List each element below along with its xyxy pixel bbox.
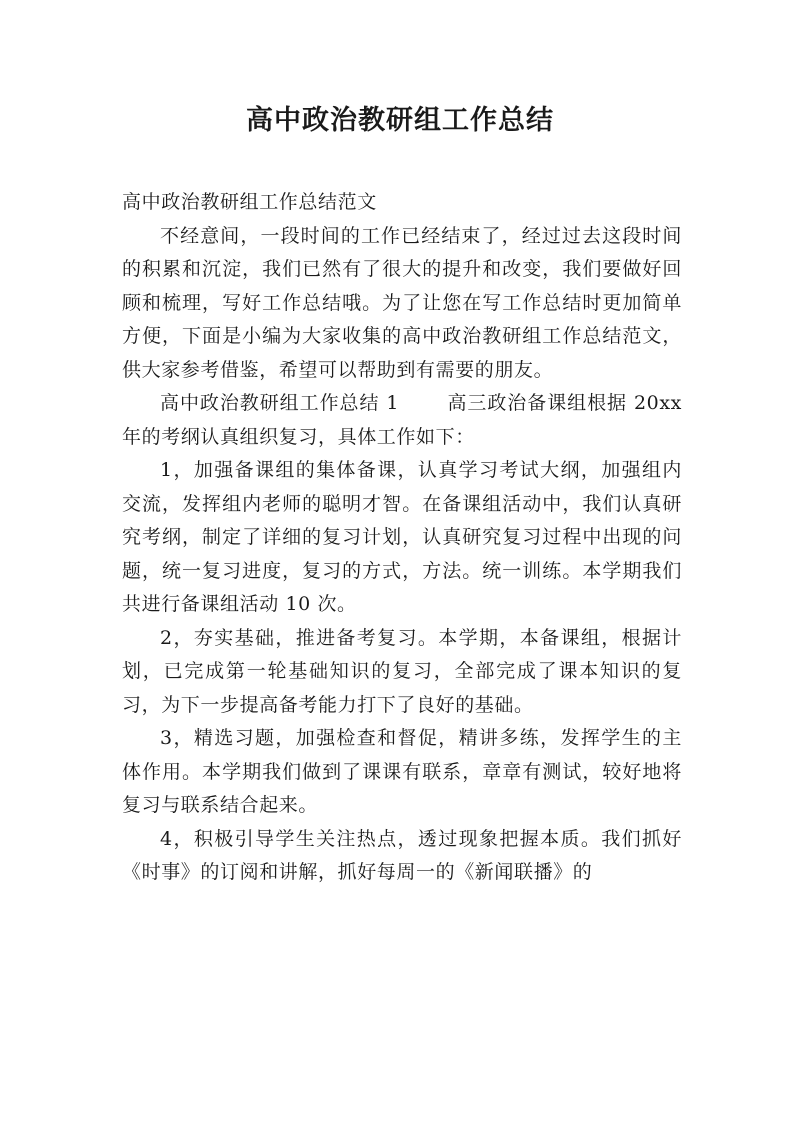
list-item-4: 4，积极引导学生关注热点，透过现象把握本质。我们抓好《时事》的订阅和讲解，抓好每周一的《新闻联播》的 — [122, 827, 682, 883]
document-title: 高中政治教研组工作总结 — [246, 105, 554, 136]
section-lead: 高三政治备课组根据 20xx 年的考纲认真组织复习，具体工作如下： — [122, 392, 682, 448]
intro-paragraph: 不经意间，一段时间的工作已经结束了，经过过去这段时间的积累和沉淀，我们已然有了很大的提升和改变，我们要做好回顾和梳理，写好工作总结哦。为了让您在写工作总结时更加简单方便，下面是小编为大家收集的高中政治教研组工作总结范文，供大家参考借鉴，希望可以帮助到有需要的朋友。 — [122, 224, 682, 381]
document-body — [122, 186, 682, 890]
section-heading: 高中政治教研组工作总结 1 — [160, 392, 400, 414]
section-paragraph — [122, 387, 682, 454]
list-item-3: 3，精选习题，加强检查和督促，精讲多练，发挥学生的主体作用。本学期我们做到了课课有联系，章章有测试，较好地将复习与联系结合起来。 — [122, 727, 682, 816]
list-item-1: 1，加强备课组的集体备课，认真学习考试大纲，加强组内交流，发挥组内老师的聪明才智。在备课组活动中，我们认真研究考纲，制定了详细的复习计划，认真研究复习过程中出现的问题，统一复习进度，复习的方式，方法。统一训练。本学期我们共进行备课组活动 10 次。 — [122, 459, 682, 615]
document-subtitle: 高中政治教研组工作总结范文 — [122, 191, 377, 213]
list-item-2: 2，夯实基础，推进备考复习。本学期，本备课组，根据计划，已完成第一轮基础知识的复习，全部完成了课本知识的复习，为下一步提高备考能力打下了良好的基础。 — [122, 626, 682, 716]
